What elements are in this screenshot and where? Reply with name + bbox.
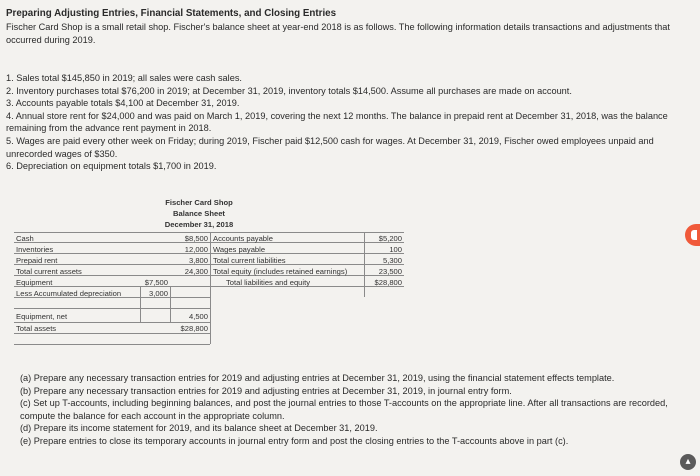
list-item: 5. Wages are paid every other week on Friday; during 2019, Fischer paid $12,500 cash for wages. At December 31, 2019, Fischer owed employees unpaid and unrecorded wages of $350. xyxy=(6,135,654,159)
total-current-assets-value: 24,300 xyxy=(184,267,208,276)
balance-sheet-table xyxy=(14,198,404,356)
wages-payable-value: 100 xyxy=(389,245,402,254)
list-item: (d) Prepare its income statement for 2019, and its balance sheet at December 31, 2019. xyxy=(20,423,378,434)
table-rule xyxy=(14,242,404,243)
total-equity-label: Total equity (includes retained earnings) xyxy=(213,267,348,276)
list-item: 4. Annual store rent for $24,000 and was paid on March 1, 2019, covering the next 12 months. The balance in prepaid rent at December 31, 2018, was the balance remaining from the advance rent payment in 2018. xyxy=(6,110,668,134)
scroll-to-top-button[interactable] xyxy=(680,454,696,470)
equipment-value: $7,500 xyxy=(144,278,168,287)
list-item: 1. Sales total $145,850 in 2019; all sales were cash sales. xyxy=(6,73,242,83)
inventories-value: 12,000 xyxy=(184,245,208,254)
list-item: (e) Prepare entries to close its temporary accounts in journal entry form and post the closing entries to the T-accounts above in part (c). xyxy=(20,435,569,446)
total-current-assets-label: Total current assets xyxy=(16,267,82,276)
list-item: 3. Accounts payable totals $4,100 at December 31, 2019. xyxy=(6,98,240,109)
table-rule xyxy=(14,232,404,233)
accum-depreciation-value: 3,000 xyxy=(148,289,168,298)
table-rule xyxy=(14,333,210,334)
accounts-payable-label: Accounts payable xyxy=(213,234,273,243)
total-current-liabilities-value: 5,300 xyxy=(382,256,402,265)
balance-sheet-company: Fischer Card Shop xyxy=(165,198,233,207)
equipment-label: Equipment xyxy=(16,278,53,287)
cash-value: $8,500 xyxy=(184,234,208,243)
chevron-up-icon: ▴ xyxy=(685,456,691,467)
table-rule xyxy=(14,286,404,287)
list-item: (a) Prepare any necessary transaction entries for 2019 and adjusting entries at December 31, 2019, using the financial statement effects template. xyxy=(20,373,615,383)
equipment-net-label: Equipment, net xyxy=(16,312,68,321)
total-assets-value: $28,800 xyxy=(180,324,208,333)
total-assets-label: Total assets xyxy=(16,324,57,333)
table-rule xyxy=(14,253,404,254)
prepaid-rent-value: 3,800 xyxy=(188,256,208,265)
prepaid-rent-label: Prepaid rent xyxy=(16,256,58,265)
total-equity-value: 23,500 xyxy=(378,267,402,276)
inventories-label: Inventories xyxy=(16,245,54,254)
transaction-list xyxy=(6,72,696,173)
equipment-net-value: 4,500 xyxy=(188,312,208,321)
table-rule xyxy=(364,232,365,297)
total-current-liabilities-label: Total current liabilities xyxy=(213,256,286,265)
list-item: (c) Set up T-accounts, including beginning balances, and post the journal entries to those T-accounts on the appropriate line. After all transactions are recorded, compute the balance for each account in the appropriate column. xyxy=(20,398,668,421)
table-rule xyxy=(14,264,404,265)
balance-sheet-title: Balance Sheet xyxy=(173,209,225,218)
problem-title: Preparing Adjusting Entries, Financial Statements, and Closing Entries xyxy=(6,8,337,19)
cash-label: Cash xyxy=(16,234,34,243)
wages-payable-label: Wages payable xyxy=(213,245,266,254)
list-item: 6. Depreciation on equipment totals $1,700 in 2019. xyxy=(6,161,217,172)
accounts-payable-value: $5,200 xyxy=(378,234,402,243)
accum-depreciation-label: Less Accumulated depreciation xyxy=(16,289,122,298)
table-rule xyxy=(14,344,210,345)
table-rule xyxy=(170,286,171,322)
total-liabilities-equity-value: $28,800 xyxy=(374,278,402,287)
side-tab-button[interactable] xyxy=(685,224,700,246)
total-liabilities-equity-label: Total liabilities and equity xyxy=(226,278,311,287)
list-item: (b) Prepare any necessary transaction entries for 2019 and adjusting entries at December 31, 2019, in journal entry form. xyxy=(20,385,512,396)
balance-sheet-date: December 31, 2018 xyxy=(164,220,234,229)
list-item: 2. Inventory purchases total $76,200 in 2019; at December 31, 2019, inventory totals $14,500. Assume all purchases are made on account. xyxy=(6,85,572,96)
problem-intro: Fischer Card Shop is a small retail shop. Fischer's balance sheet at year-end 2018 is as follows. The following information details transactions and adjustments that occurred during 2019. xyxy=(6,22,670,45)
table-rule xyxy=(14,308,210,309)
table-rule xyxy=(210,232,211,344)
table-rule xyxy=(14,322,210,323)
requirements-list xyxy=(20,372,696,448)
